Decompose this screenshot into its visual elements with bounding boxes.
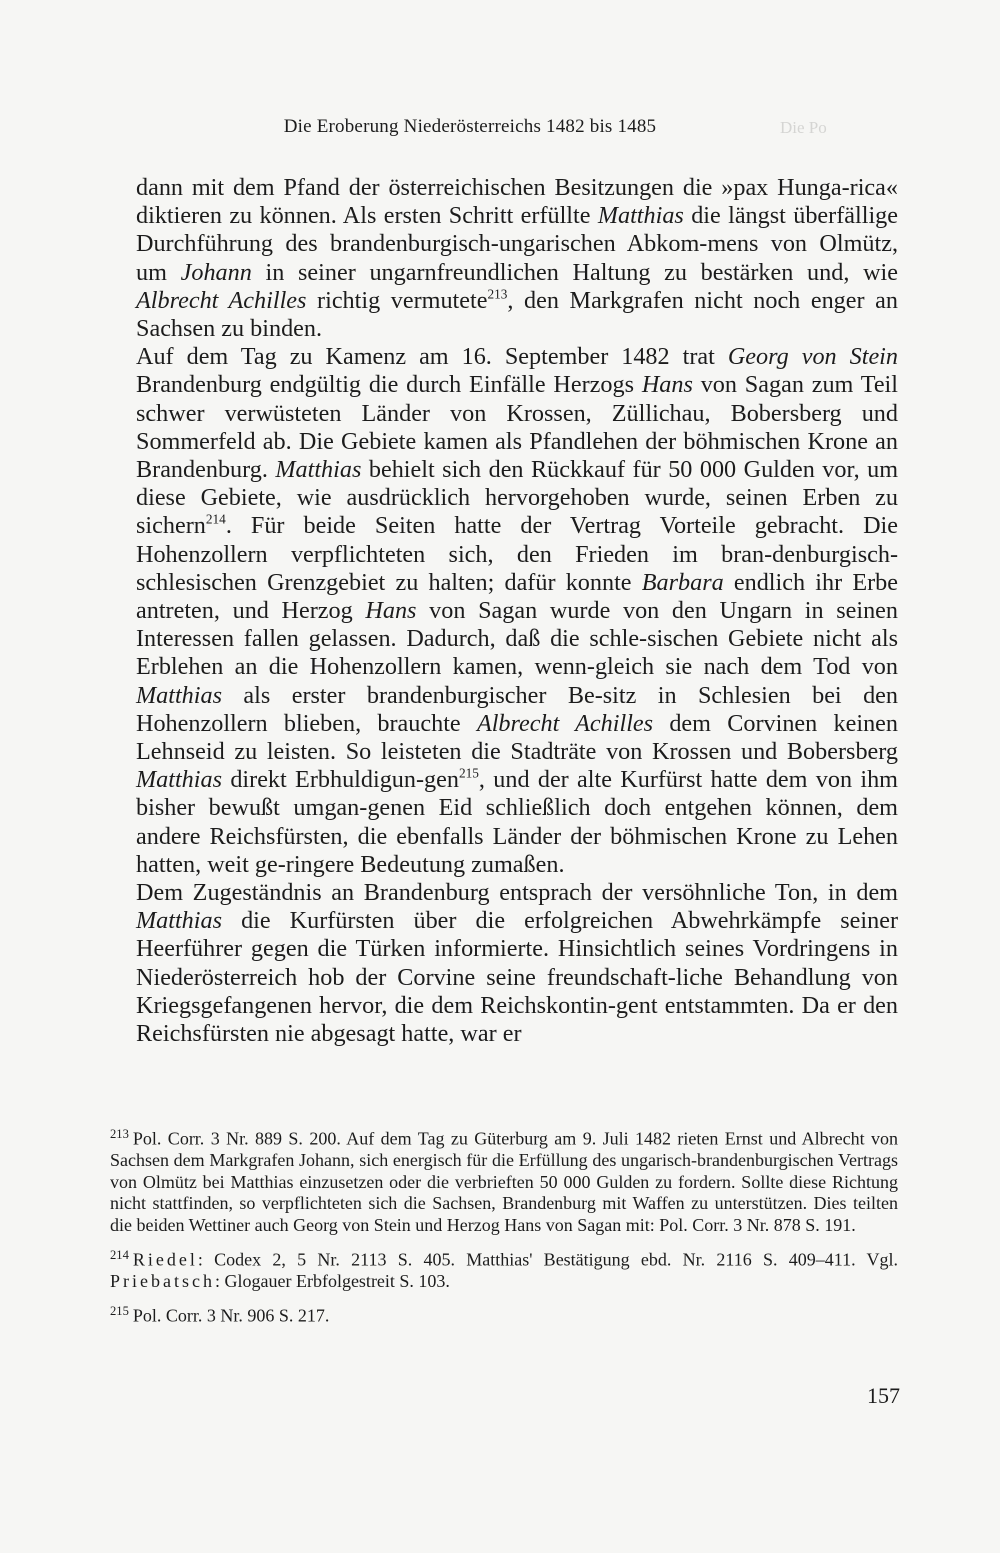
text-run: Brandenburg endgültig die durch Einfälle Herzogs	[136, 371, 642, 399]
footnote-ref: 215	[458, 765, 479, 781]
text-run: : Glogauer Erbfolgestreit S. 103.	[214, 1270, 450, 1291]
text-run: behielt sich den Rückkauf für 50 000 Gulden vor, um diese Gebiete, wie ausdrücklich hervorgehoben wurde, seinen Erben zu sichern	[136, 456, 899, 540]
text-run: in seiner ungarnfreundlichen Haltung zu bestärken und, wie	[251, 258, 898, 286]
text-run: dann mit dem Pfand der österreichischen Besitzungen die »pax Hunga-rica« diktieren zu können. Als ersten Schritt erfüllte	[136, 174, 898, 230]
paragraph-2	[136, 343, 898, 879]
running-head: Die Eroberung Niederösterreichs 1482 bis 1485	[283, 116, 657, 137]
text-run: die Kurfürsten über die erfolgreichen Abwehrkämpfe seiner Heerführer gegen die Türken informierte. Hinsichtlich seines Vordringens in Niederösterreich hob der Corvine seine freundschaft-liche Behandlung von Kriegsgefangenen hervor, die dem Reichskontin-gent entstammten. Da er den Reichsfürsten nie abgesagt hatte, war er	[136, 907, 898, 1048]
italic-name: Matthias	[275, 456, 362, 484]
italic-name: Matthias	[136, 681, 223, 709]
italic-name: Albrecht Achilles	[476, 709, 654, 737]
footnote-214	[110, 1245, 898, 1293]
footnote-number: 215	[110, 1303, 129, 1318]
text-run: Pol. Corr. 3 Nr. 889 S. 200. Auf dem Tag zu Güterburg am 9. Juli 1482 rieten Ernst und Albrecht von Sachsen dem Markgrafen Johann, sich energisch für die Erfüllung des ungarisch-brandenburgischen Vertrags von Olmütz bei Matthias einzusetzen oder die verbrieften 50 000 Gulden zu fordern. Sollte diese Richtung nicht stattfinden, so verpflichteten sich die Sachsen, Brandenburg mit Waffen zu unterstützen. Dies teilten die beiden Wettiner auch Georg von Stein und Herzog Hans von Sagan mit: Pol. Corr. 3 Nr. 878 S. 191.	[110, 1128, 898, 1236]
text-run: Dem Zugeständnis an Brandenburg entsprach der versöhnliche Ton, in dem	[136, 879, 898, 907]
footnote-number: 213	[110, 1127, 129, 1141]
text-run: : Codex 2, 5 Nr. 2113 S. 405. Matthias' Bestätigung ebd. Nr. 2116 S. 409–411. Vgl.	[197, 1249, 898, 1270]
italic-name: Johann	[180, 258, 252, 286]
italic-name: Hans	[641, 371, 693, 399]
footnote-213	[110, 1124, 898, 1237]
italic-name: Albrecht Achilles	[136, 286, 307, 314]
paragraph-1	[136, 174, 898, 343]
italic-name: Barbara	[641, 568, 724, 596]
paragraph-3	[136, 879, 898, 1048]
text-run: als erster brandenburgischer Be-sitz in Schlesien bei den Hohenzollern blieben, brauchte	[136, 681, 898, 737]
text-run: Auf dem Tag zu Kamenz am 16. September 1482 trat	[136, 343, 728, 371]
text-run: von Sagan zum Teil schwer verwüsteten Länder von Krossen, Züllichau, Bobersberg und Sommerfeld ab. Die Gebiete kamen als Pfandlehen der böhmischen Krone an Brandenburg.	[136, 371, 898, 484]
body-text	[136, 174, 898, 1048]
text-run: richtig vermutete	[306, 286, 488, 314]
footnote-number: 214	[110, 1247, 129, 1262]
text-run: , und der alte Kurfürst hatte dem von ihm bisher bewußt umgan-genen Eid schließlich doch entgehen können, dem andere Reichsfürsten, die ebenfalls Länder der böhmischen Krone zu Lehen hatten, weit ge-ringere Bedeutung zumaßen.	[136, 766, 898, 878]
text-run: . Für beide Seiten hatte der Vertrag Vorteile gebracht. Die Hohenzollern verpflichteten sich, den Frieden im bran-denburgisch-schlesischen Grenzgebiet zu halten; dafür konnte	[136, 512, 898, 596]
text-run: Pol. Corr. 3 Nr. 906 S. 217.	[132, 1304, 330, 1325]
footnote-ref: 213	[487, 286, 508, 302]
bleed-through-text: Die Po	[780, 118, 827, 137]
footnotes	[110, 1124, 898, 1335]
text-run: endlich ihr Erbe antreten, und Herzog	[136, 568, 898, 625]
text-run: , den Markgrafen nicht noch enger an Sachsen zu binden.	[136, 286, 898, 343]
page-number: 157	[867, 1383, 900, 1408]
text-run: direkt Erbhuldigun-gen	[222, 766, 459, 794]
footnote-215	[110, 1301, 898, 1327]
italic-name: Matthias	[597, 202, 684, 230]
text-run: dem Corvinen keinen Lehnseid zu leisten. So leisteten die Stadträte von Krossen und Bobersberg	[136, 709, 899, 766]
author-name: Priebatsch	[110, 1270, 215, 1291]
italic-name: Hans	[365, 597, 417, 625]
author-name: Riedel	[132, 1249, 198, 1270]
footnote-ref: 214	[205, 512, 226, 528]
text-run: von Sagan wurde von den Ungarn in seinen Interessen fallen gelassen. Dadurch, daß die schle-sischen Gebiete nicht als Erblehen an die Hohenzollern kamen, wenn-gleich sie nach dem Tod von	[136, 597, 898, 681]
italic-name: Georg von Stein	[727, 343, 898, 371]
text-run: die längst überfällige Durchführung des brandenburgisch-ungarischen Abkom-mens von Olmütz, um	[136, 202, 898, 286]
italic-name: Matthias	[136, 907, 223, 935]
italic-name: Matthias	[136, 766, 223, 794]
